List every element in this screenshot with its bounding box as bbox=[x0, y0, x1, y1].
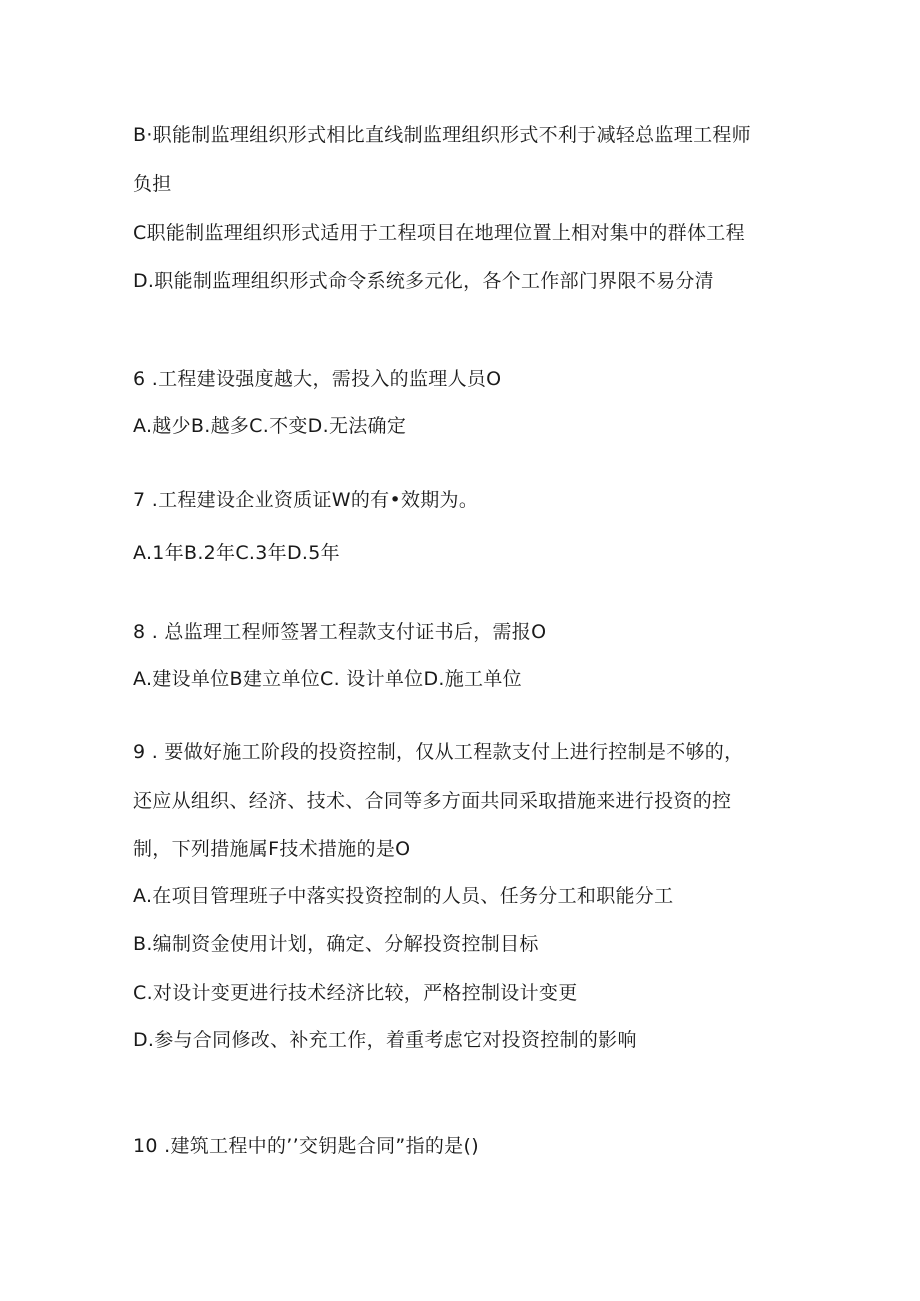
option-b-line-1: B·职能制监理组织形式相比直线制监理组织形式不利于减轻总监理工程师 bbox=[133, 124, 751, 146]
question-9-line-1: 9 . 要做好施工阶段的投资控制，仅从工程款支付上进行控制是不够的， bbox=[133, 741, 744, 763]
question-9-line-2: 还应从组织、经济、技术、合同等多方面共同采取措施来进行投资的控 bbox=[133, 790, 732, 812]
option-d: D.职能制监理组织形式命令系统多元化，各个工作部门界限不易分清 bbox=[133, 270, 714, 292]
question-9-option-b: B.编制资金使用计划，确定、分解投资控制目标 bbox=[133, 933, 539, 955]
question-7: 7 .工程建设企业资质证W的有•效期为。 bbox=[133, 489, 479, 511]
question-8-options: A.建设单位B建立单位C. 设计单位D.施工单位 bbox=[133, 668, 522, 690]
question-7-options: A.1年B.2年C.3年D.5年 bbox=[133, 542, 340, 564]
question-9-option-a: A.在项目管理班子中落实投资控制的人员、任务分工和职能分工 bbox=[133, 885, 674, 907]
question-10: 10 .建筑工程中的’’交钥匙合同”指的是() bbox=[133, 1135, 479, 1157]
question-6-options: A.越少B.越多C.不变D.无法确定 bbox=[133, 415, 407, 437]
question-8: 8 . 总监理工程师签署工程款支付证书后，需报O bbox=[133, 621, 547, 643]
question-6: 6 .工程建设强度越大，需投入的监理人员O bbox=[133, 368, 502, 390]
option-c: C职能制监理组织形式适用于工程项目在地理位置上相对集中的群体工程 bbox=[133, 222, 745, 244]
question-9-option-c: C.对设计变更进行技术经济比较，严格控制设计变更 bbox=[133, 982, 578, 1004]
question-9-line-3: 制，下列措施属F技术措施的是O bbox=[133, 838, 411, 860]
option-b-line-2: 负担 bbox=[133, 173, 172, 195]
question-9-option-d: D.参与合同修改、补充工作，着重考虑它对投资控制的影响 bbox=[133, 1029, 637, 1051]
